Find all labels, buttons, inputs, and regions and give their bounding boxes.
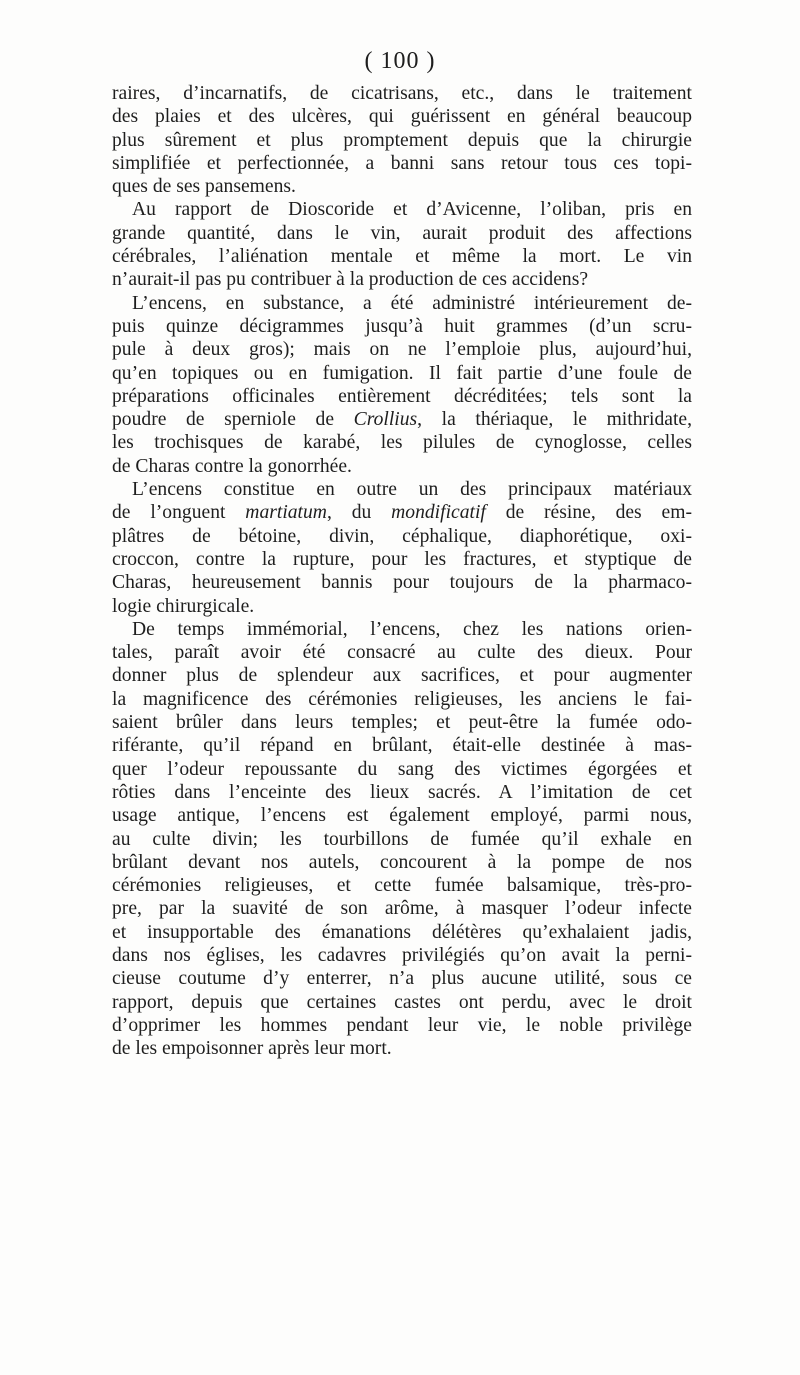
text-line: plâtres de bétoine, divin, céphalique, diaphorétique, oxi- (112, 525, 692, 547)
text-line: de les empoisonner après leur mort. (112, 1038, 392, 1060)
text-segment: , la thériaque, le mithridate, (417, 409, 692, 431)
text-line: L’encens, en substance, a été administré intérieurement de- (132, 292, 692, 314)
text-line: saient brûler dans leurs temples; et peut-être la fumée odo- (112, 712, 692, 734)
text-line: raires, d’incarnatifs, de cicatrisans, etc., dans le traitement (112, 83, 692, 104)
italic-term: mondificatif (391, 502, 486, 524)
text-line: rapport, depuis que certaines castes ont perdu, avec le droit (112, 991, 692, 1013)
text-line: plus sûrement et plus promptement depuis que la chirurgie (112, 129, 692, 151)
text-line: logie chirurgicale. (112, 595, 255, 617)
text-line: L’encens constitue en outre un des principaux matériaux (132, 479, 692, 501)
text-line: brûlant devant nos autels, concourent à la pompe de nos (112, 851, 692, 873)
text-line: tales, paraît avoir été consacré au culte des dieux. Pour (112, 642, 692, 664)
text-line: De temps immémorial, l’encens, chez les nations orien- (132, 618, 692, 640)
text-line: Charas, heureusement bannis pour toujours de la pharmaco- (112, 572, 692, 594)
text-line (112, 408, 692, 431)
text-line: au culte divin; les tourbillons de fumée qu’il exhale en (112, 828, 692, 850)
text-line: rôties dans l’enceinte des lieux sacrés. A l’imitation de cet (112, 781, 692, 803)
text-line: croccon, contre la rupture, pour les fractures, et styptique de (112, 548, 692, 570)
text-line: riférante, qu’il répand en brûlant, était-elle destinée à mas- (112, 735, 692, 757)
text-line (112, 501, 692, 524)
text-line: Au rapport de Dioscoride et d’Avicenne, l’oliban, pris en (132, 199, 692, 221)
text-line: n’aurait-il pas pu contribuer à la production de ces accidens? (112, 269, 589, 291)
text-line: d’opprimer les hommes pendant leur vie, le noble privilège (112, 1014, 692, 1036)
text-line: usage antique, l’encens est également employé, parmi nous, (112, 805, 692, 827)
italic-term: Crollius (353, 409, 418, 431)
text-line: cieuse coutume d’y enterrer, n’a plus aucune utilité, sous ce (112, 968, 692, 990)
text-line: les trochisques de karabé, les pilules de cynoglosse, celles (112, 432, 692, 454)
body-text (112, 82, 692, 1060)
text-segment: poudre de sperniole de (112, 409, 354, 431)
text-line: pule à deux gros); mais on ne l’emploie plus, aujourd’hui, (112, 339, 692, 361)
text-line: la magnificence des cérémonies religieuses, les anciens le fai- (112, 688, 692, 710)
text-line: quer l’odeur repoussante du sang des victimes égorgées et (112, 758, 692, 780)
text-line: grande quantité, dans le vin, aurait produit des affections (112, 222, 692, 244)
text-line: qu’en topiques ou en fumigation. Il fait partie d’une foule de (112, 362, 692, 384)
text-line: et insupportable des émanations délétères qu’exhalaient jadis, (112, 921, 692, 943)
text-line: simplifiée et perfectionnée, a banni sans retour tous ces topi- (112, 152, 692, 174)
text-line: de Charas contre la gonorrhée. (112, 455, 352, 477)
page-number: ( 100 ) (364, 48, 436, 74)
text-segment: de résine, des em- (485, 502, 692, 524)
text-line: donner plus de splendeur aux sacrifices, et pour augmenter (112, 665, 692, 687)
text-segment: , du (326, 502, 392, 524)
text-line: pre, par la suavité de son arôme, à masquer l’odeur infecte (112, 898, 692, 920)
text-segment: de l’onguent (112, 502, 246, 524)
text-line: des plaies et des ulcères, qui guérissent en général beaucoup (112, 106, 692, 128)
italic-term: martiatum (245, 502, 327, 524)
text-line: dans nos églises, les cadavres privilégiés qu’on avait la perni- (112, 944, 692, 966)
text-line: cérémonies religieuses, et cette fumée balsamique, très-pro- (112, 875, 692, 897)
text-line: ques de ses pansemens. (112, 176, 296, 198)
text-line: cérébrales, l’aliénation mentale et même la mort. Le vin (112, 246, 692, 268)
text-line: puis quinze décigrammes jusqu’à huit grammes (d’un scru- (112, 315, 692, 337)
text-line: préparations officinales entièrement décréditées; tels sont la (112, 385, 692, 407)
